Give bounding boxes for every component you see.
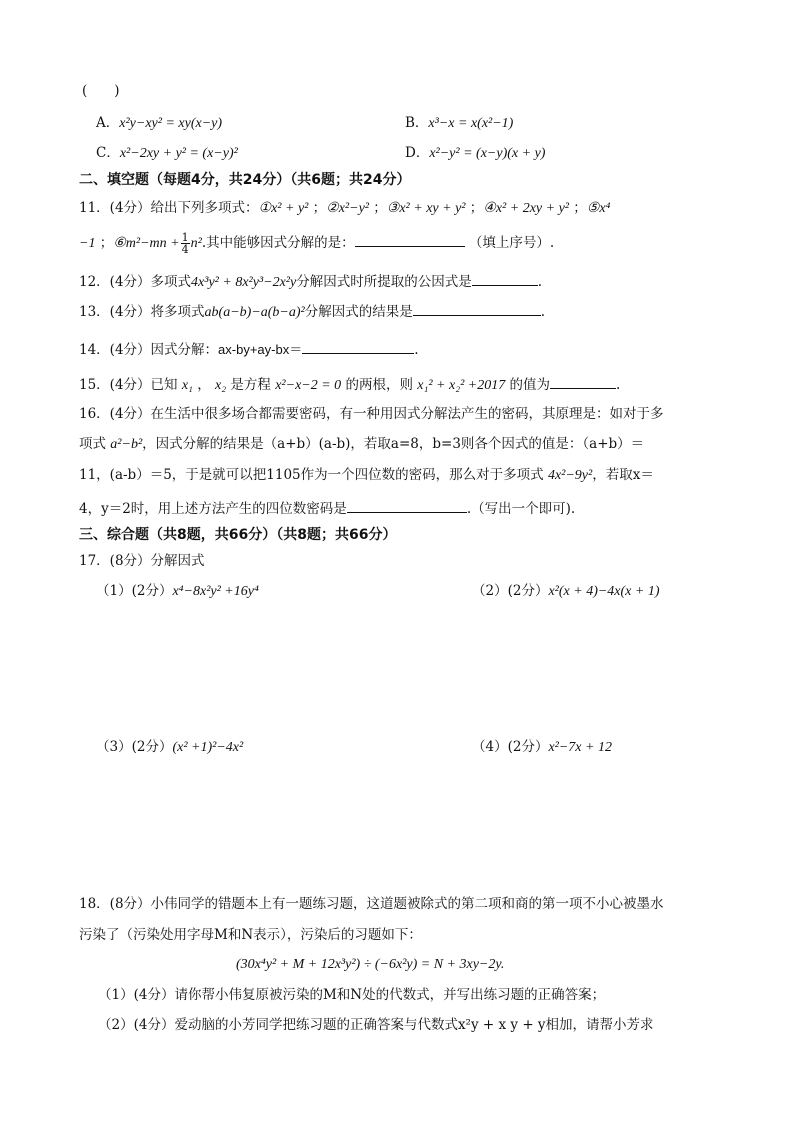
question-11-line2 xyxy=(79,232,554,255)
q11-poly-4: ④x² + 2xy + y² xyxy=(483,201,569,216)
question-16-line2 xyxy=(79,435,644,454)
fraction-denominator: 4 xyxy=(181,243,189,256)
question-18-line2: 污染了（污染处用字母M和N表示），污染后的习题如下： xyxy=(79,927,422,943)
option-a-math: x²y−xy² = xy(x−y) xyxy=(119,116,223,131)
section-3-title: 三、综合题（共8题，共66分）（共8题；共66分） xyxy=(79,527,397,543)
q16-math-2: 4x²−9y² xyxy=(547,468,593,483)
q12-tail: 分解因式时所提取的公因式是 xyxy=(296,274,472,290)
q16-text: .（写出一个即可). xyxy=(466,501,576,517)
q15-lead: 15．(4分）已知 xyxy=(79,377,178,393)
q17-sub-3 xyxy=(96,738,243,757)
q11-poly-3: ③x² + xy + y² xyxy=(386,201,466,216)
q13-tail: 分解因式的结果是 xyxy=(304,304,413,320)
option-d-label: D． xyxy=(405,145,430,161)
q17-sub-3-label: （3）(2分） xyxy=(96,739,173,755)
option-d xyxy=(405,144,545,163)
q15-answer-blank[interactable] xyxy=(550,374,616,389)
q11-hint: （填上序号）. xyxy=(468,235,555,251)
q16-text: 11，(a-b）＝5，于是就可以把1105作为一个四位数的密码，那么对于多项式 xyxy=(79,467,544,483)
q12-answer-blank[interactable] xyxy=(472,271,538,286)
question-11-line1 xyxy=(79,199,610,218)
option-c-label: C． xyxy=(96,145,120,161)
option-d-math: x²−y² = (x−y)(x + y) xyxy=(429,146,546,161)
question-18-sub-1: （1）(4分）请你帮小伟复原被污染的M和N处的代数式，并写出练习题的正确答案； xyxy=(98,987,606,1003)
q15-end: . xyxy=(616,377,621,393)
q11-poly-1: ①x² + y² xyxy=(258,201,309,216)
fraction-numerator: 1 xyxy=(181,231,189,244)
q13-math: ab(a−b)−a(b−a)² xyxy=(204,305,305,320)
q16-text: 项式 xyxy=(79,436,106,452)
q16-text: 4，y＝2时，用上述方法产生的四位数密码是 xyxy=(79,501,347,517)
question-18-sub-2: （2）(4分）爱动脑的小芳同学把练习题的正确答案与代数式x²y + x y + y相加，请帮小芳求 xyxy=(98,1017,654,1033)
q11-poly-2: ②x²−y² xyxy=(326,201,369,216)
question-17-lead: 17．(8分）分解因式 xyxy=(79,553,205,569)
question-16-line3 xyxy=(79,466,654,485)
q13-end: . xyxy=(540,304,546,320)
q11-poly-5-head: ⑤x⁴ xyxy=(586,201,611,216)
question-15 xyxy=(79,374,620,395)
q15-mid2: 的两根，则 xyxy=(345,377,413,393)
q15-mid: 是方程 xyxy=(230,377,271,393)
q16-math-1: a²−b² xyxy=(110,437,143,452)
option-c xyxy=(96,144,238,163)
q14-end: . xyxy=(414,342,419,358)
option-b-math: x³−x = x(x²−1) xyxy=(428,116,514,131)
question-14 xyxy=(79,339,419,359)
q17-sub-4-label: （4）(2分） xyxy=(472,739,549,755)
q15-equation: x²−x−2 = 0 xyxy=(275,378,342,393)
option-a xyxy=(96,114,222,133)
q12-math: 4x³y² + 8x²y³−2x²y xyxy=(191,275,297,290)
option-a-label: A． xyxy=(96,115,120,131)
question-16-line1: 16．(4分）在生活中很多场合都需要密码，有一种用因式分解法产生的密码，其原理是：如对于多 xyxy=(79,406,664,422)
question-13 xyxy=(79,301,545,322)
q17-sub-2-label: （2）(2分） xyxy=(472,583,549,599)
q11-tail: .其中能够因式分解的是： xyxy=(201,235,355,251)
question-12 xyxy=(79,271,542,292)
q17-sub-4-math: x²−7x + 12 xyxy=(548,740,612,755)
q11-sep: ； xyxy=(573,200,587,216)
q11-sep: ； xyxy=(469,200,484,216)
q11-poly-6-pre: ⑥m²−mn + xyxy=(113,236,180,251)
option-b xyxy=(405,114,513,133)
q17-sub-3-math: (x² +1)²−4x² xyxy=(172,740,244,755)
q13-answer-blank[interactable] xyxy=(413,301,541,316)
q15-x2: x₂ xyxy=(215,378,227,393)
q11-answer-blank[interactable] xyxy=(355,232,465,247)
q16-text: ，若取x＝ xyxy=(592,467,654,483)
option-c-math: x²−2xy + y² = (x−y)² xyxy=(119,146,238,161)
q16-text: ，因式分解的结果是（a+b）(a-b)，若取a=8，b=3则各个因式的值是：（a+b）＝ xyxy=(142,436,645,452)
q17-sub-1-math: x⁴−8x²y² +16y⁴ xyxy=(172,584,259,599)
q11-lead: 11．(4分）给出下列多项式： xyxy=(79,200,259,216)
answer-paren: ( ) xyxy=(82,83,120,99)
q14-expr: ax-by+ay-bx＝ xyxy=(218,342,303,357)
q11-poly-6-post: n² xyxy=(190,236,202,251)
q15-expr: x₁² + x₂² +2017 xyxy=(417,378,506,393)
q11-sep: ； xyxy=(373,200,387,216)
q15-x1: x₁ xyxy=(181,378,193,393)
q14-lead: 14．(4分）因式分解： xyxy=(79,342,219,358)
q13-lead: 13．(4分）将多项式 xyxy=(79,304,205,320)
q11-sep: ； xyxy=(312,200,327,216)
q17-sub-2-math: x²(x + 4)−4x(x + 1) xyxy=(548,584,660,599)
q17-sub-2 xyxy=(472,582,660,601)
section-2-title: 二、填空题（每题4分，共24分）（共6题；共24分） xyxy=(79,172,411,188)
q11-sep: ； xyxy=(99,235,114,251)
question-18-formula: (30x⁴y² + M + 12x³y²) ÷ (−6x²y) = N + 3xy−2y. xyxy=(236,957,505,972)
q12-lead: 12．(4分）多项式 xyxy=(79,274,192,290)
q16-answer-blank[interactable] xyxy=(347,498,467,513)
q11-poly-5-tail: −1 xyxy=(79,236,96,251)
q17-sub-1-label: （1）(2分） xyxy=(96,583,173,599)
q15-comma: ， xyxy=(197,377,211,393)
q14-answer-blank[interactable] xyxy=(302,339,414,354)
q15-tail: 的值为 xyxy=(509,377,551,393)
q17-sub-4 xyxy=(472,738,612,757)
q17-sub-1 xyxy=(96,582,259,601)
question-18-line1: 18．(8分）小伟同学的错题本上有一题练习题，这道题被除式的第二项和商的第一项不小心被墨水 xyxy=(79,896,664,912)
option-b-label: B． xyxy=(405,115,429,131)
q12-end: . xyxy=(537,274,543,290)
question-16-line4 xyxy=(79,498,575,518)
q11-fraction xyxy=(181,232,190,255)
